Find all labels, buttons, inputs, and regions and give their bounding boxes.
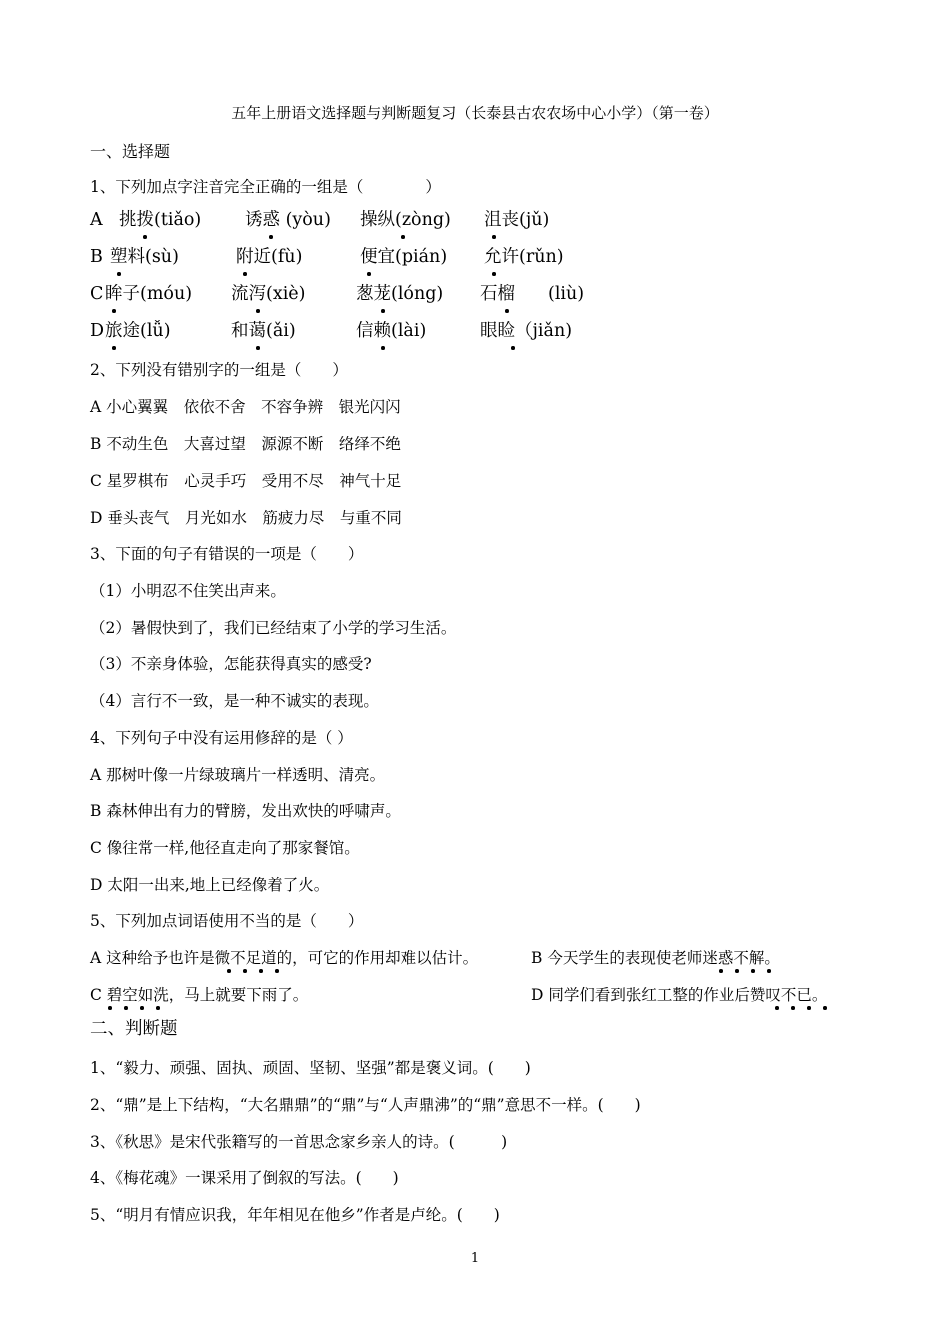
q1-row-c-item-4-pinyin: (liù) xyxy=(548,284,585,304)
q3-sentence-2: （2）暑假快到了，我们已经结束了小学的学习生活。 xyxy=(90,619,457,637)
q1-row-d-item-1: 旅途(lǚ) xyxy=(105,321,171,341)
emphasis-dot xyxy=(108,1006,112,1010)
q1-stem: 1、下列加点字注音完全正确的一组是（ ） xyxy=(90,178,441,196)
emphasis-dot xyxy=(381,309,385,313)
q4-option-b: B 森林伸出有力的臂膀，发出欢快的呼啸声。 xyxy=(90,802,401,820)
emphasis-dot xyxy=(256,309,260,313)
emphasis-dot xyxy=(492,272,496,276)
q4-option-d: D 太阳一出来,地上已经像着了火。 xyxy=(90,876,330,894)
q1-row-c-item-1: 眸子(móu) xyxy=(105,284,193,304)
judgement-item-3: 3、《秋思》是宋代张籍写的一首思念家乡亲人的诗。( ) xyxy=(90,1133,508,1151)
q2-option-a: A 小心翼翼 依依不舍 不容争辨 银光闪闪 xyxy=(90,398,401,416)
q1-row-b-label: B xyxy=(90,247,103,267)
q1-row-a-label: A xyxy=(90,210,103,230)
q5-option-b: B 今天学生的表现使老师迷惑不解。 xyxy=(531,949,780,967)
emphasis-dot xyxy=(243,969,247,973)
judgement-item-1: 1、“毅力、顽强、固执、顽固、坚韧、坚强”都是褒义词。( ) xyxy=(90,1059,531,1077)
emphasis-dot xyxy=(505,309,509,313)
q1-row-d-item-2: 和蔼(ǎi) xyxy=(231,321,296,341)
q4-option-c: C 像往常一样,他径直走向了那家餐馆。 xyxy=(90,839,360,857)
emphasis-dot xyxy=(775,1006,779,1010)
q1-row-a-item-3: 操纵(zòng) xyxy=(360,210,451,230)
emphasis-dot xyxy=(823,1006,827,1010)
q2-option-d: D 垂头丧气 月光如水 筋疲力尽 与重不同 xyxy=(90,509,402,527)
emphasis-dot xyxy=(243,272,247,276)
emphasis-dot xyxy=(735,969,739,973)
emphasis-dot xyxy=(227,969,231,973)
emphasis-dot xyxy=(719,969,723,973)
q2-option-b: B 不动生色 大喜过望 源源不断 络绎不绝 xyxy=(90,435,401,453)
page-number: 1 xyxy=(470,1251,480,1266)
emphasis-dot xyxy=(256,346,260,350)
emphasis-dot xyxy=(124,1006,128,1010)
q1-row-c-item-2: 流泻(xiè) xyxy=(231,284,306,304)
emphasis-dot xyxy=(259,969,263,973)
q1-row-c-item-4: 石榴 xyxy=(480,284,515,304)
emphasis-dot xyxy=(117,272,121,276)
q1-row-b-item-1: 塑料(sù) xyxy=(110,247,179,267)
page-title: 五年上册语文选择题与判断题复习（长泰县古农农场中心小学）（第一卷） xyxy=(231,104,719,122)
q5-option-a: A 这种给予也许是微不足道的，可它的作用却难以估计。 xyxy=(90,949,479,967)
emphasis-dot xyxy=(367,272,371,276)
emphasis-dot xyxy=(401,235,405,239)
judgement-item-4: 4、《梅花魂》一课采用了倒叙的写法。( ) xyxy=(90,1169,399,1187)
emphasis-dot xyxy=(492,235,496,239)
q1-row-d-item-3: 信赖(lài) xyxy=(356,321,427,341)
q1-row-b-item-4: 允许(rǔn) xyxy=(484,247,564,267)
q3-sentence-1: （1）小明忍不住笑出声来。 xyxy=(90,582,286,600)
emphasis-dot xyxy=(269,235,273,239)
emphasis-dot xyxy=(275,969,279,973)
emphasis-dot xyxy=(807,1006,811,1010)
emphasis-dot xyxy=(751,969,755,973)
section-choice-heading: 一、选择题 xyxy=(90,142,171,161)
judgement-item-5: 5、“明月有情应识我，年年相见在他乡”作者是卢纶。( ) xyxy=(90,1206,500,1224)
q3-sentence-4: （4）言行不一致，是一种不诚实的表现。 xyxy=(90,692,379,710)
emphasis-dot xyxy=(112,309,116,313)
q2-stem: 2、下列没有错别字的一组是（ ） xyxy=(90,361,348,379)
q1-row-b-item-2: 附近(fù) xyxy=(236,247,303,267)
emphasis-dot xyxy=(143,235,147,239)
q3-sentence-3: （3）不亲身体验，怎能获得真实的感受? xyxy=(90,655,372,673)
emphasis-dot xyxy=(511,346,515,350)
q1-row-b-item-3: 便宜(pián) xyxy=(360,247,448,267)
q1-row-d-label: D xyxy=(90,321,105,341)
q1-row-d-item-4: 眼睑（jiǎn) xyxy=(480,321,573,341)
q1-row-a-item-4: 沮丧(jǔ) xyxy=(484,210,550,230)
q1-row-a-item-1: 挑拨(tiǎo) xyxy=(119,210,202,230)
q5-option-c: C 碧空如洗，马上就要下雨了。 xyxy=(90,986,309,1004)
q5-stem: 5、下列加点词语使用不当的是（ ） xyxy=(90,912,364,930)
emphasis-dot xyxy=(791,1006,795,1010)
q5-option-d: D 同学们看到张红工整的作业后赞叹不已。 xyxy=(531,986,828,1004)
q2-option-c: C 星罗棋布 心灵手巧 受用不尽 神气十足 xyxy=(90,472,402,490)
judgement-item-2: 2、“鼎”是上下结构，“大名鼎鼎”的“鼎”与“人声鼎沸”的“鼎”意思不一样。( ) xyxy=(90,1096,641,1114)
q4-stem: 4、下列句子中没有运用修辞的是（ ） xyxy=(90,729,353,747)
q1-row-a-item-2: 诱惑 (yòu) xyxy=(245,210,331,230)
q3-stem: 3、下面的句子有错误的一项是（ ） xyxy=(90,545,364,563)
emphasis-dot xyxy=(381,346,385,350)
q1-row-c-label: C xyxy=(90,284,104,304)
emphasis-dot xyxy=(767,969,771,973)
q1-row-c-item-3: 葱茏(lóng) xyxy=(356,284,444,304)
emphasis-dot xyxy=(156,1006,160,1010)
q4-option-a: A 那树叶像一片绿玻璃片一样透明、清亮。 xyxy=(90,766,386,784)
section-judgement-heading: 二、判断题 xyxy=(90,1019,178,1039)
emphasis-dot xyxy=(112,346,116,350)
emphasis-dot xyxy=(140,1006,144,1010)
